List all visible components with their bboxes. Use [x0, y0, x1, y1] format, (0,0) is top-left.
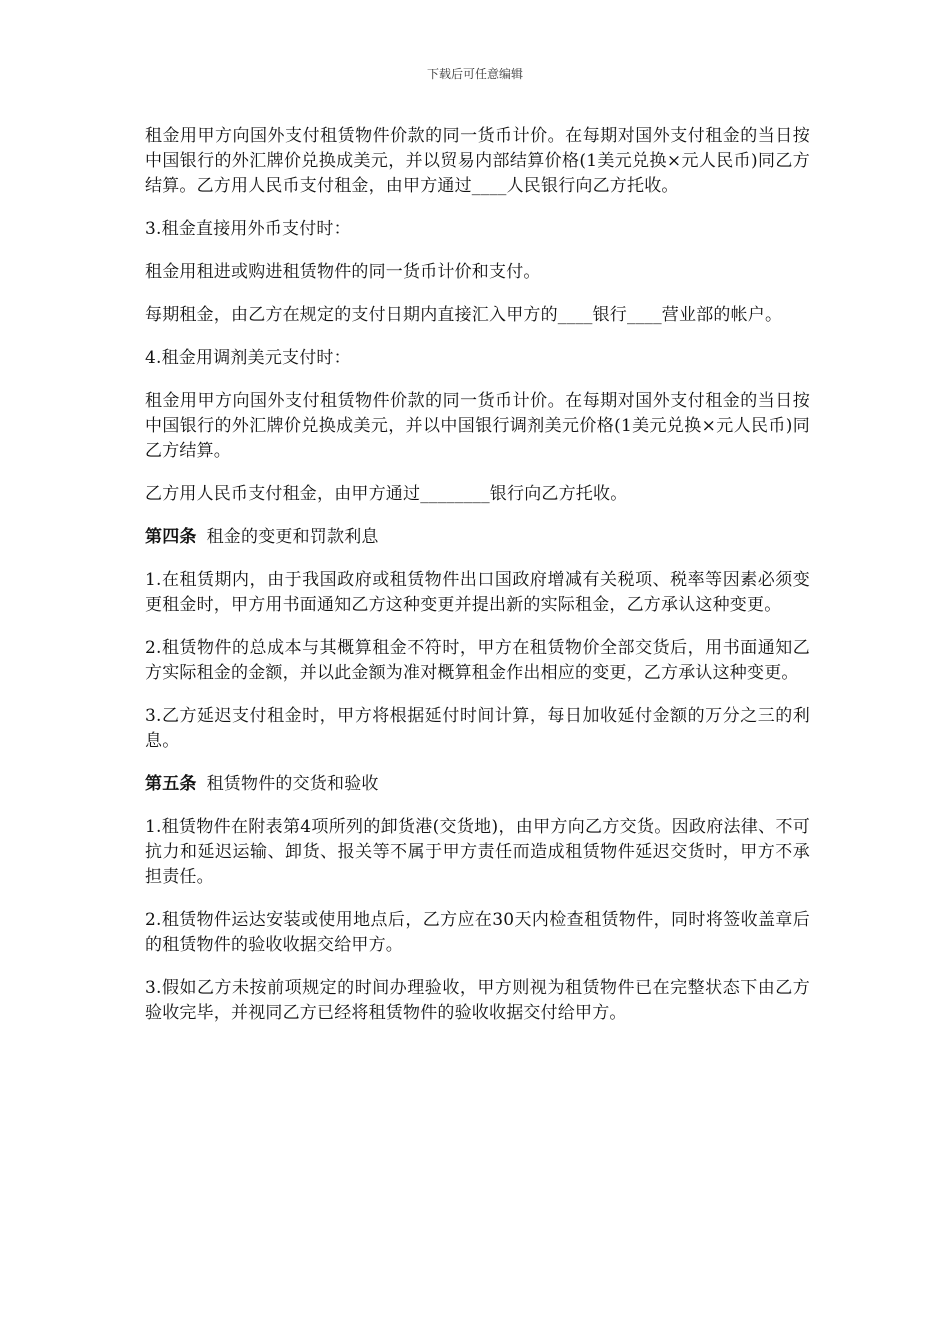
paragraph: 乙方用人民币支付租金，由甲方通过________银行向乙方托收。	[145, 484, 628, 504]
document-body	[145, 124, 810, 1044]
paragraph: 租金用甲方向国外支付租赁物件价款的同一货币计价。在每期对国外支付租金的当日按中国银行的外汇牌价兑换成美元，并以贸易内部结算价格(1美元兑换×元人民币)同乙方结算。乙方用人民币支付租金，由甲方通过____人民银行向乙方托收。	[145, 126, 810, 196]
page-header-note: 下载后可任意编辑	[426, 67, 523, 81]
paragraph: 3.假如乙方未按前项规定的时间办理验收，甲方则视为租赁物件已在完整状态下由乙方验收完毕，并视同乙方已经将租赁物件的验收收据交付给甲方。	[145, 978, 810, 1023]
paragraph: 3.乙方延迟支付租金时，甲方将根据延付时间计算，每日加收延付金额的万分之三的利息。	[145, 706, 810, 751]
paragraph: 租金用租进或购进租赁物件的同一货币计价和支付。	[145, 262, 541, 282]
paragraph: 1.租赁物件在附表第4项所列的卸货港(交货地)，由甲方向乙方交货。因政府法律、不可抗力和延迟运输、卸货、报关等不属于甲方责任而造成租赁物件延迟交货时，甲方不承担责任。	[145, 817, 810, 887]
paragraph: 每期租金，由乙方在规定的支付日期内直接汇入甲方的____银行____营业部的帐户。	[145, 305, 783, 325]
article-heading	[145, 772, 810, 797]
article-title: 租赁物件的交货和验收	[206, 774, 379, 794]
paragraph: 1.在租赁期内，由于我国政府或租赁物件出口国政府增减有关税项、税率等因素必须变更租金时，甲方用书面通知乙方这种变更并提出新的实际租金，乙方承认这种变更。	[145, 570, 810, 615]
paragraph: 4.租金用调剂美元支付时：	[145, 348, 351, 368]
article-heading	[145, 525, 810, 550]
article-number: 第四条	[145, 527, 197, 547]
paragraph: 2.租赁物件的总成本与其概算租金不符时，甲方在租赁物价全部交货后，用书面通知乙方实际租金的金额，并以此金额为准对概算租金作出相应的变更，乙方承认这种变更。	[145, 638, 810, 683]
paragraph: 租金用甲方向国外支付租赁物件价款的同一货币计价。在每期对国外支付租金的当日按中国银行的外汇牌价兑换成美元，并以中国银行调剂美元价格(1美元兑换×元人民币)同乙方结算。	[145, 391, 810, 461]
article-title: 租金的变更和罚款利息	[206, 527, 379, 547]
article-number: 第五条	[145, 774, 197, 794]
paragraph: 2.租赁物件运达安装或使用地点后，乙方应在30天内检查租赁物件，同时将签收盖章后的租赁物件的验收收据交给甲方。	[145, 910, 810, 955]
paragraph: 3.租金直接用外币支付时：	[145, 219, 351, 239]
